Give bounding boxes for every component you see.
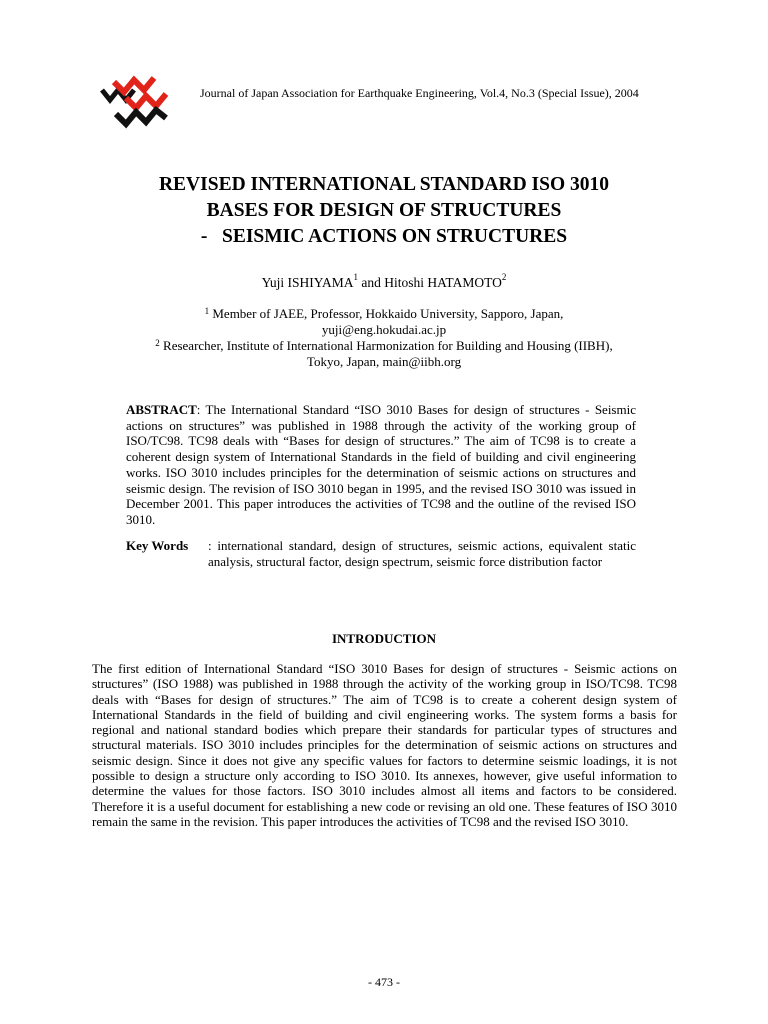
jaee-logo (96, 70, 176, 132)
section-heading-introduction: INTRODUCTION (331, 631, 436, 646)
author-1-sup: 1 (353, 272, 359, 282)
affiliation-2-sup: 2 (155, 338, 160, 348)
abstract (126, 402, 636, 528)
affiliation-2-line-1: Researcher, Institute of International Harmonization for Building and Housing (IIBH), (159, 338, 613, 353)
affiliation-1-email: yuji@eng.hokudai.ac.jp (321, 322, 447, 337)
affiliations (60, 306, 708, 370)
page-number: - 473 - (368, 975, 400, 989)
affiliation-2-email: Tokyo, Japan, main@iibh.org (306, 354, 462, 369)
title-line-2: BASES FOR DESIGN OF STRUCTURES (206, 200, 562, 221)
affiliation-1 (60, 306, 708, 322)
introduction-paragraph: The first edition of International Standard “ISO 3010 Bases for design of structures - Seismic actions on structures” (ISO 1988) was published in 1988 through the activity of the working group in ISO/TC98. TC98 deals with “Bases for design of structures.” The aim of TC98 is to create a coherent design system of International Standards in the field of building and civil engineering works. The system forms a basis for regional and national standard bodies which prepare their standards for particular types of structures and structural materials. ISO 3010 includes principles for the determination of seismic actions on structures and seismic design. Since it does not give any specific values for factors to determine seismic loadings, it is not possible to design a structure only according to ISO 3010. Its annexes, however, give useful information to determine the values for those factors. ISO 3010 includes almost all items and factors to be considered. Therefore it is a useful document for establishing a new code or revising an old one. These features of ISO 3010 remain the same in the revision. This paper introduces the activities of TC98 and the revised ISO 3010. (92, 661, 677, 829)
keywords (126, 538, 636, 570)
paper-title (60, 172, 708, 250)
author-and: and (358, 275, 385, 290)
affiliation-1-sup: 1 (204, 306, 210, 316)
author-2-sup: 2 (501, 272, 507, 282)
abstract-text: : The International Standard “ISO 3010 Bases for design of structures - Seismic actions on structures” was published in 1988 through the activity of the working group of ISO/TC98. TC98 deals with “Bases for design of structures.” The aim of TC98 is to create a coherent design system of International Standards in the field of building and civil engineering works. ISO 3010 includes principles for the determination of seismic actions on structures and seismic design. The revision of ISO 3010 began in 1995, and the revised ISO 3010 was issued in December 2001. This paper introduces the activities of TC98 and the outline of the revised ISO 3010. (126, 402, 636, 527)
affiliation-2 (60, 338, 708, 354)
author-line (60, 272, 708, 291)
author-1: Yuji ISHIYAMA (261, 275, 354, 290)
journal-header: Journal of Japan Association for Earthquake Engineering, Vol.4, No.3 (Special Issue), 2004 (200, 86, 639, 100)
affiliation-1-line-1: Member of JAEE, Professor, Hokkaido University, Sapporo, Japan, (209, 306, 564, 321)
title-line-1: REVISED INTERNATIONAL STANDARD ISO 3010 (158, 174, 610, 195)
title-line-3: - SEISMIC ACTIONS ON STRUCTURES (200, 226, 568, 247)
abstract-label: ABSTRACT (126, 402, 197, 417)
keywords-label: Key Words (126, 538, 189, 553)
keywords-text: : international standard, design of structures, seismic actions, equivalent static analysis, structural factor, design spectrum, seismic force distribution factor (208, 538, 636, 569)
author-2: Hitoshi HATAMOTO (384, 275, 502, 290)
